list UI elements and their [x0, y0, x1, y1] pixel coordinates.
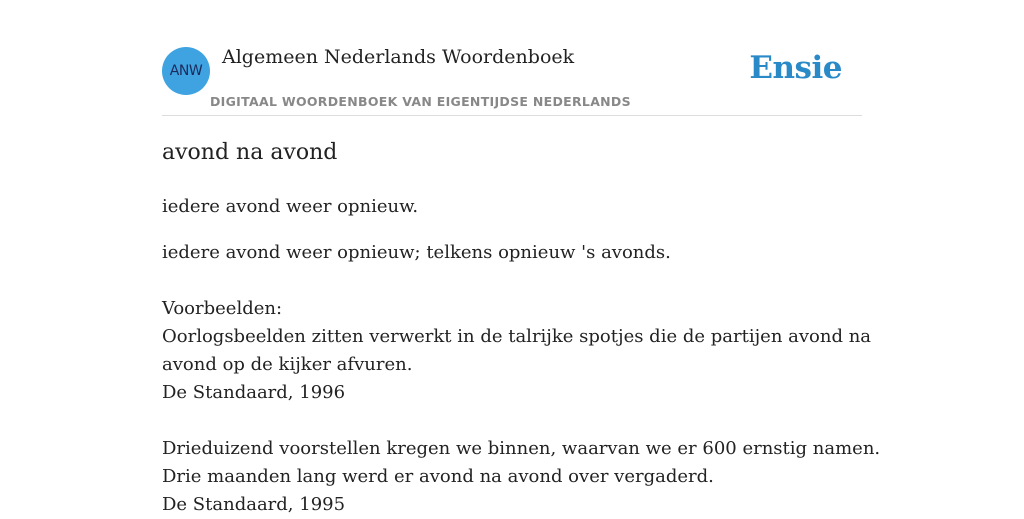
page-container — [162, 0, 881, 515]
definition-text: iedere avond weer opnieuw; telkens opnieuw 's avonds. — [162, 242, 671, 263]
example-2-line-2: Drie maanden lang werd er avond na avond over vergaderd. — [162, 466, 714, 487]
example-2-source: De Standaard, 1995 — [162, 494, 346, 515]
spacer — [162, 267, 862, 295]
entry-body — [162, 239, 881, 519]
anw-logo[interactable]: ANW — [162, 47, 210, 95]
entry-title: avond na avond — [162, 140, 338, 165]
spacer — [162, 407, 862, 435]
example-1-line-2: avond op de kijker afvuren. — [162, 354, 413, 375]
site-header — [162, 0, 862, 116]
site-title[interactable]: Algemeen Nederlands Woordenboek — [222, 46, 575, 68]
example-1-source: De Standaard, 1996 — [162, 382, 346, 403]
example-1-line-1: Oorlogsbeelden zitten verwerkt in de talrijke spotjes die de partijen avond na — [162, 326, 872, 347]
example-2-line-1: Drieduizend voorstellen kregen we binnen, waarvan we er 600 ernstig namen. — [162, 438, 881, 459]
examples-heading: Voorbeelden: — [162, 298, 283, 319]
short-definition: iedere avond weer opnieuw. — [162, 196, 419, 217]
ensie-brand-link[interactable]: Ensie — [749, 50, 842, 86]
site-subtitle: DIGITAAL WOORDENBOEK VAN EIGENTIJDSE NEDERLANDS — [210, 94, 631, 109]
